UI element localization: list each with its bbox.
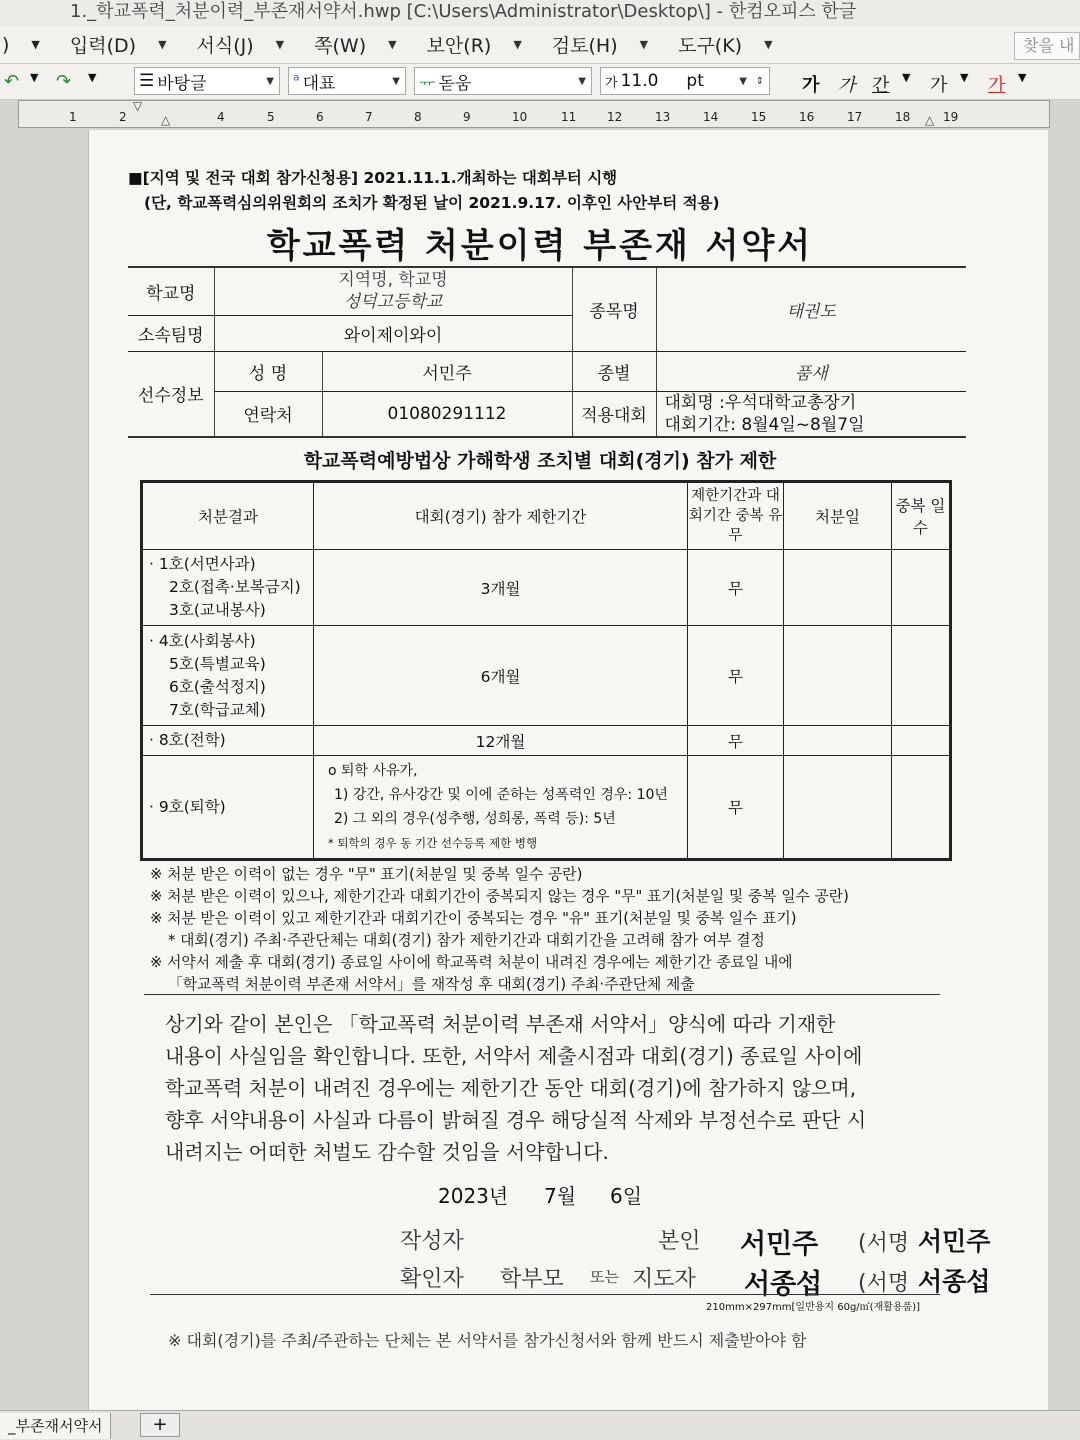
period-line: 1) 강간, 유사강간 및 이에 준하는 성폭력인 경우: 10년 <box>334 787 668 803</box>
paragraph-style-icon: ☰ <box>139 71 155 91</box>
date-year[interactable]: 2023년 <box>438 1184 509 1208</box>
date-cell[interactable] <box>784 726 892 756</box>
result-line: · 1호(서면사과) <box>149 555 256 573</box>
contact-label: 연락처 <box>214 391 322 437</box>
declaration-text <box>165 1008 866 1168</box>
period-line: 2) 그 외의 경우(성추행, 성희롱, 폭력 등): 5년 <box>334 811 616 827</box>
chevron-down-icon[interactable]: ▼ <box>513 38 522 51</box>
ruler-tick: 10 <box>512 110 528 124</box>
format-toolbar <box>0 64 1080 100</box>
parent-label: 학부모 <box>500 1267 564 1292</box>
horizontal-ruler[interactable] <box>18 100 1050 128</box>
date-cell[interactable] <box>784 626 892 726</box>
name-value[interactable]: 서민주 <box>322 351 572 391</box>
ruler-tick: 1 <box>69 110 77 124</box>
font-group-select[interactable]: ᵃ 대표 ▼ <box>288 67 406 95</box>
chevron-down-icon[interactable]: ▼ <box>1018 71 1027 84</box>
strike-button[interactable]: 가 <box>930 75 948 96</box>
notice-line-2: (단, 학교폭력심의위원회의 조치가 확정된 날이 2021.9.17. 이후인 사안부터 적용) <box>144 194 720 212</box>
bold-button[interactable]: 가 <box>802 75 820 96</box>
underline-button[interactable]: 간 <box>872 75 890 96</box>
result-line: 5호(특별교육) <box>169 654 266 673</box>
style-select[interactable]: ☰ 바탕글 ▼ <box>134 67 280 95</box>
font-color-button[interactable]: 가 <box>988 75 1006 96</box>
chevron-down-icon[interactable]: ▼ <box>764 38 773 51</box>
competition-name: 대회명 :우석대학교총장기 <box>664 392 857 413</box>
info-table <box>128 266 966 438</box>
table-row <box>142 626 951 726</box>
find-input[interactable]: 찾을 내 <box>1014 32 1080 60</box>
ruler-tick: 5 <box>267 110 275 124</box>
ruler-tick: 9 <box>463 110 471 124</box>
date-cell[interactable] <box>784 756 892 860</box>
declaration-line: 상기와 같이 본인은 「학교폭력 처분이력 부존재 서약서」양식에 따라 기재한 <box>165 1012 836 1036</box>
chevron-down-icon[interactable]: ▼ <box>275 38 285 51</box>
ruler-tick: 2 <box>119 110 127 124</box>
team-label: 소속팀명 <box>128 315 214 351</box>
school-label: 학교명 <box>128 267 214 315</box>
chevron-down-icon[interactable]: ▼ <box>88 71 97 84</box>
confirm-name[interactable]: 서종섭 <box>744 1269 823 1300</box>
declaration-line: 내용이 사실임을 확인합니다. 또한, 서약서 제출시점과 대회(경기) 종료일 사이에 <box>165 1044 863 1068</box>
result-line: 2호(접촉·보복금지) <box>169 578 301 596</box>
font-language-icon: ᵃ <box>293 71 300 91</box>
result-line: 6호(출석정지) <box>169 677 266 696</box>
menu-review[interactable]: 검토(H) ▼ <box>551 35 649 57</box>
school-value: 성덕고등학교 <box>343 292 443 313</box>
ruler-tick: 16 <box>799 110 815 124</box>
menu-format[interactable]: 서식(J) ▼ <box>196 35 285 57</box>
divider <box>150 1294 940 1295</box>
menu-page[interactable]: 쪽(W) ▼ <box>314 35 397 57</box>
writer-sign-label: (서명 <box>858 1231 910 1256</box>
overlap-cell[interactable]: 무 <box>688 726 784 756</box>
footer-note: ※ 대회(경기)를 주최/주관하는 단체는 본 서약서를 참가신청서와 함께 반드시 제출받아야 함 <box>168 1331 807 1350</box>
result-line: 3호(교내봉사) <box>169 601 266 619</box>
category-value[interactable]: 품새 <box>656 351 966 391</box>
header-period: 대회(경기) 참가 제한기간 <box>314 482 688 550</box>
writer-label: 작성자 <box>400 1229 464 1254</box>
table-row <box>142 726 951 756</box>
document-tab[interactable]: _부존재서약서 <box>0 1413 111 1439</box>
chevron-down-icon[interactable]: ▼ <box>960 71 969 84</box>
contact-value[interactable]: 01080291112 <box>322 391 572 437</box>
school-cell[interactable] <box>214 267 572 315</box>
date-day[interactable]: 6일 <box>610 1184 643 1208</box>
ruler-tick: 8 <box>414 110 422 124</box>
chevron-down-icon: ▼ <box>392 75 400 87</box>
chevron-down-icon: ▼ <box>578 75 586 87</box>
days-cell[interactable] <box>892 726 951 756</box>
ruler-tick: 15 <box>751 110 767 124</box>
header-overlap: 제한기간과 대회기간 중복 유무 <box>688 482 784 550</box>
overlap-cell[interactable]: 무 <box>688 626 784 726</box>
menu-bar <box>0 26 1080 64</box>
divider <box>144 994 940 995</box>
restriction-table <box>140 480 952 861</box>
menu-input[interactable]: 입력(D) ▼ <box>69 35 167 57</box>
days-cell[interactable] <box>892 626 951 726</box>
header-date: 처분일 <box>784 482 892 550</box>
menu-security[interactable]: 보안(R) ▼ <box>426 35 522 57</box>
font-icon: ᅲ <box>419 73 436 94</box>
ruler-tick: 11 <box>561 110 577 124</box>
notice-line-1: ■[지역 및 전국 대회 참가신청용] 2021.11.1.개최하는 대회부터 시행 <box>128 169 618 187</box>
chevron-down-icon[interactable]: ▼ <box>902 71 911 84</box>
note-line: ※ 서약서 제출 후 대회(경기) 종료일 사이에 학교폭력 처분이 내려진 경우에는 제한기간 종료일 내에 <box>150 954 793 971</box>
spinner-icon[interactable]: ⇕ <box>755 75 764 87</box>
note-line: ※ 처분 받은 이력이 있으나, 제한기간과 대회기간이 중복되지 않는 경우 "무" 표기(처분일 및 중복 일수 공란) <box>150 888 849 905</box>
period-cell: 6개월 <box>314 626 688 726</box>
chevron-down-icon: ▼ <box>266 75 274 87</box>
result-cell: · 9호(퇴학) <box>142 756 314 860</box>
competition-period: 대회기간: 8월4일~8월7일 <box>664 414 865 435</box>
event-label: 종목명 <box>572 267 656 351</box>
date-month[interactable]: 7월 <box>544 1184 577 1208</box>
menu-tools[interactable]: 도구(K) ▼ <box>678 35 773 57</box>
overlap-cell[interactable]: 무 <box>688 550 784 626</box>
result-cell: · 8호(전학) <box>142 726 314 756</box>
ruler-tick: 4 <box>217 110 225 124</box>
name-label: 성 명 <box>214 351 322 391</box>
period-cell: 12개월 <box>314 726 688 756</box>
undo-icon[interactable]: ↶ <box>4 71 20 92</box>
font-size-select[interactable]: 가 11.0 pt ▼ ⇕ <box>600 67 770 95</box>
team-value[interactable]: 와이제이와이 <box>214 315 572 351</box>
italic-button[interactable]: 가 <box>838 75 856 96</box>
days-cell[interactable] <box>892 550 951 626</box>
declaration-line: 내려지는 어떠한 처벌도 감수할 것임을 서약합니다. <box>165 1140 609 1164</box>
chevron-down-icon[interactable]: ▼ <box>158 38 167 51</box>
coach-label: 지도자 <box>632 1267 696 1292</box>
ruler-tick: 18 <box>895 110 911 124</box>
competition-label: 적용대회 <box>572 391 656 437</box>
note-line: 「학교폭력 처분이력 부존재 서약서」를 재작성 후 대회(경기) 주최·주관단체 제출 <box>168 976 695 993</box>
redo-icon[interactable]: ↷ <box>56 71 72 92</box>
chevron-down-icon[interactable]: ▼ <box>30 71 39 84</box>
period-line: o 퇴학 사유가, <box>328 763 418 779</box>
declaration-line: 학교폭력 처분이 내려진 경우에는 제한기간 동안 대회(경기)에 참가하지 않으며, <box>165 1076 857 1100</box>
window-title: 1._학교폭력_처분이력_부존재서약서.hwp [C:\Users\Administrator\Desktop\] - 한컴오피스 한글 <box>0 0 1080 26</box>
confirm-label: 확인자 <box>400 1267 464 1292</box>
confirm-signature[interactable]: 서종섭 <box>918 1267 991 1296</box>
ruler-tick: 17 <box>847 110 863 124</box>
paper-size-label: 210mm×297mm[일반용지 60g/㎡(재활용품)] <box>706 1302 921 1313</box>
result-cell <box>142 550 314 626</box>
document-title: 학교폭력 처분이력 부존재 서약서 <box>266 226 814 266</box>
chevron-down-icon: ▼ <box>739 75 747 87</box>
result-cell <box>142 626 314 726</box>
self-label: 본인 <box>658 1229 701 1254</box>
ruler-tick: 19 <box>943 110 959 124</box>
note-line: * 대회(경기) 주최·주관단체는 대회(경기) 참가 제한기간과 대회기간을 고려해 참가 여부 결정 <box>168 932 765 949</box>
note-line: ※ 처분 받은 이력이 없는 경우 "무" 표기(처분일 및 중복 일수 공란) <box>150 866 583 883</box>
overlap-cell[interactable]: 무 <box>688 756 784 860</box>
margin-marker-icon[interactable]: △ <box>161 113 171 127</box>
declaration-line: 향후 서약내용이 사실과 다름이 밝혀질 경우 해당실적 삭제와 부정선수로 판단 시 <box>165 1108 867 1132</box>
event-value[interactable]: 태권도 <box>656 267 966 351</box>
right-margin-marker-icon[interactable]: △ <box>925 113 935 127</box>
header-result: 처분결과 <box>142 482 314 550</box>
table-row <box>142 550 951 626</box>
school-hint: 지역명, 학교명 <box>338 270 448 291</box>
competition-cell[interactable] <box>656 391 966 437</box>
ruler-tick: 6 <box>316 110 324 124</box>
notes-block <box>150 864 849 996</box>
period-cell: 3개월 <box>314 550 688 626</box>
table-row <box>142 756 951 860</box>
font-size-icon: 가 <box>605 75 618 91</box>
menu-edge[interactable]: ) <box>2 33 10 56</box>
note-line: ※ 처분 받은 이력이 있고 제한기간과 대회기간이 중복되는 경우 "유" 표기(처분일 및 중복 일수 표기) <box>150 910 797 927</box>
ruler-tick: 7 <box>365 110 373 124</box>
result-line: · 4호(사회봉사) <box>149 631 256 650</box>
ruler-tick: 13 <box>655 110 671 124</box>
header-days: 중복 일수 <box>892 482 951 550</box>
category-label: 종별 <box>572 351 656 391</box>
confirm-sign-label: (서명 <box>858 1271 910 1296</box>
add-tab-button[interactable]: + <box>140 1413 180 1437</box>
restriction-subtitle: 학교폭력예방법상 가해학생 조치별 대회(경기) 참가 제한 <box>303 450 777 472</box>
chevron-down-icon[interactable]: ▼ <box>31 38 40 51</box>
chevron-down-icon[interactable]: ▼ <box>639 38 649 51</box>
chevron-down-icon[interactable]: ▼ <box>388 38 397 51</box>
ruler-tick: 12 <box>607 110 623 124</box>
period-cell <box>314 756 688 860</box>
date-cell[interactable] <box>784 550 892 626</box>
ruler-tick: 14 <box>703 110 719 124</box>
writer-name[interactable]: 서민주 <box>740 1229 819 1260</box>
period-line: * 퇴학의 경우 동 기간 선수등록 제한 병행 <box>328 836 538 850</box>
player-label: 선수정보 <box>128 351 214 437</box>
or-label: 또는 <box>590 1268 619 1286</box>
result-line: 7호(학급교체) <box>169 700 266 719</box>
font-select[interactable]: ᅲ 돋움 ▼ <box>414 67 592 95</box>
indent-marker-icon[interactable]: ▽ <box>133 99 143 113</box>
status-bar <box>0 1410 1080 1440</box>
writer-signature[interactable]: 서민주 <box>918 1227 991 1256</box>
days-cell[interactable] <box>892 756 951 860</box>
